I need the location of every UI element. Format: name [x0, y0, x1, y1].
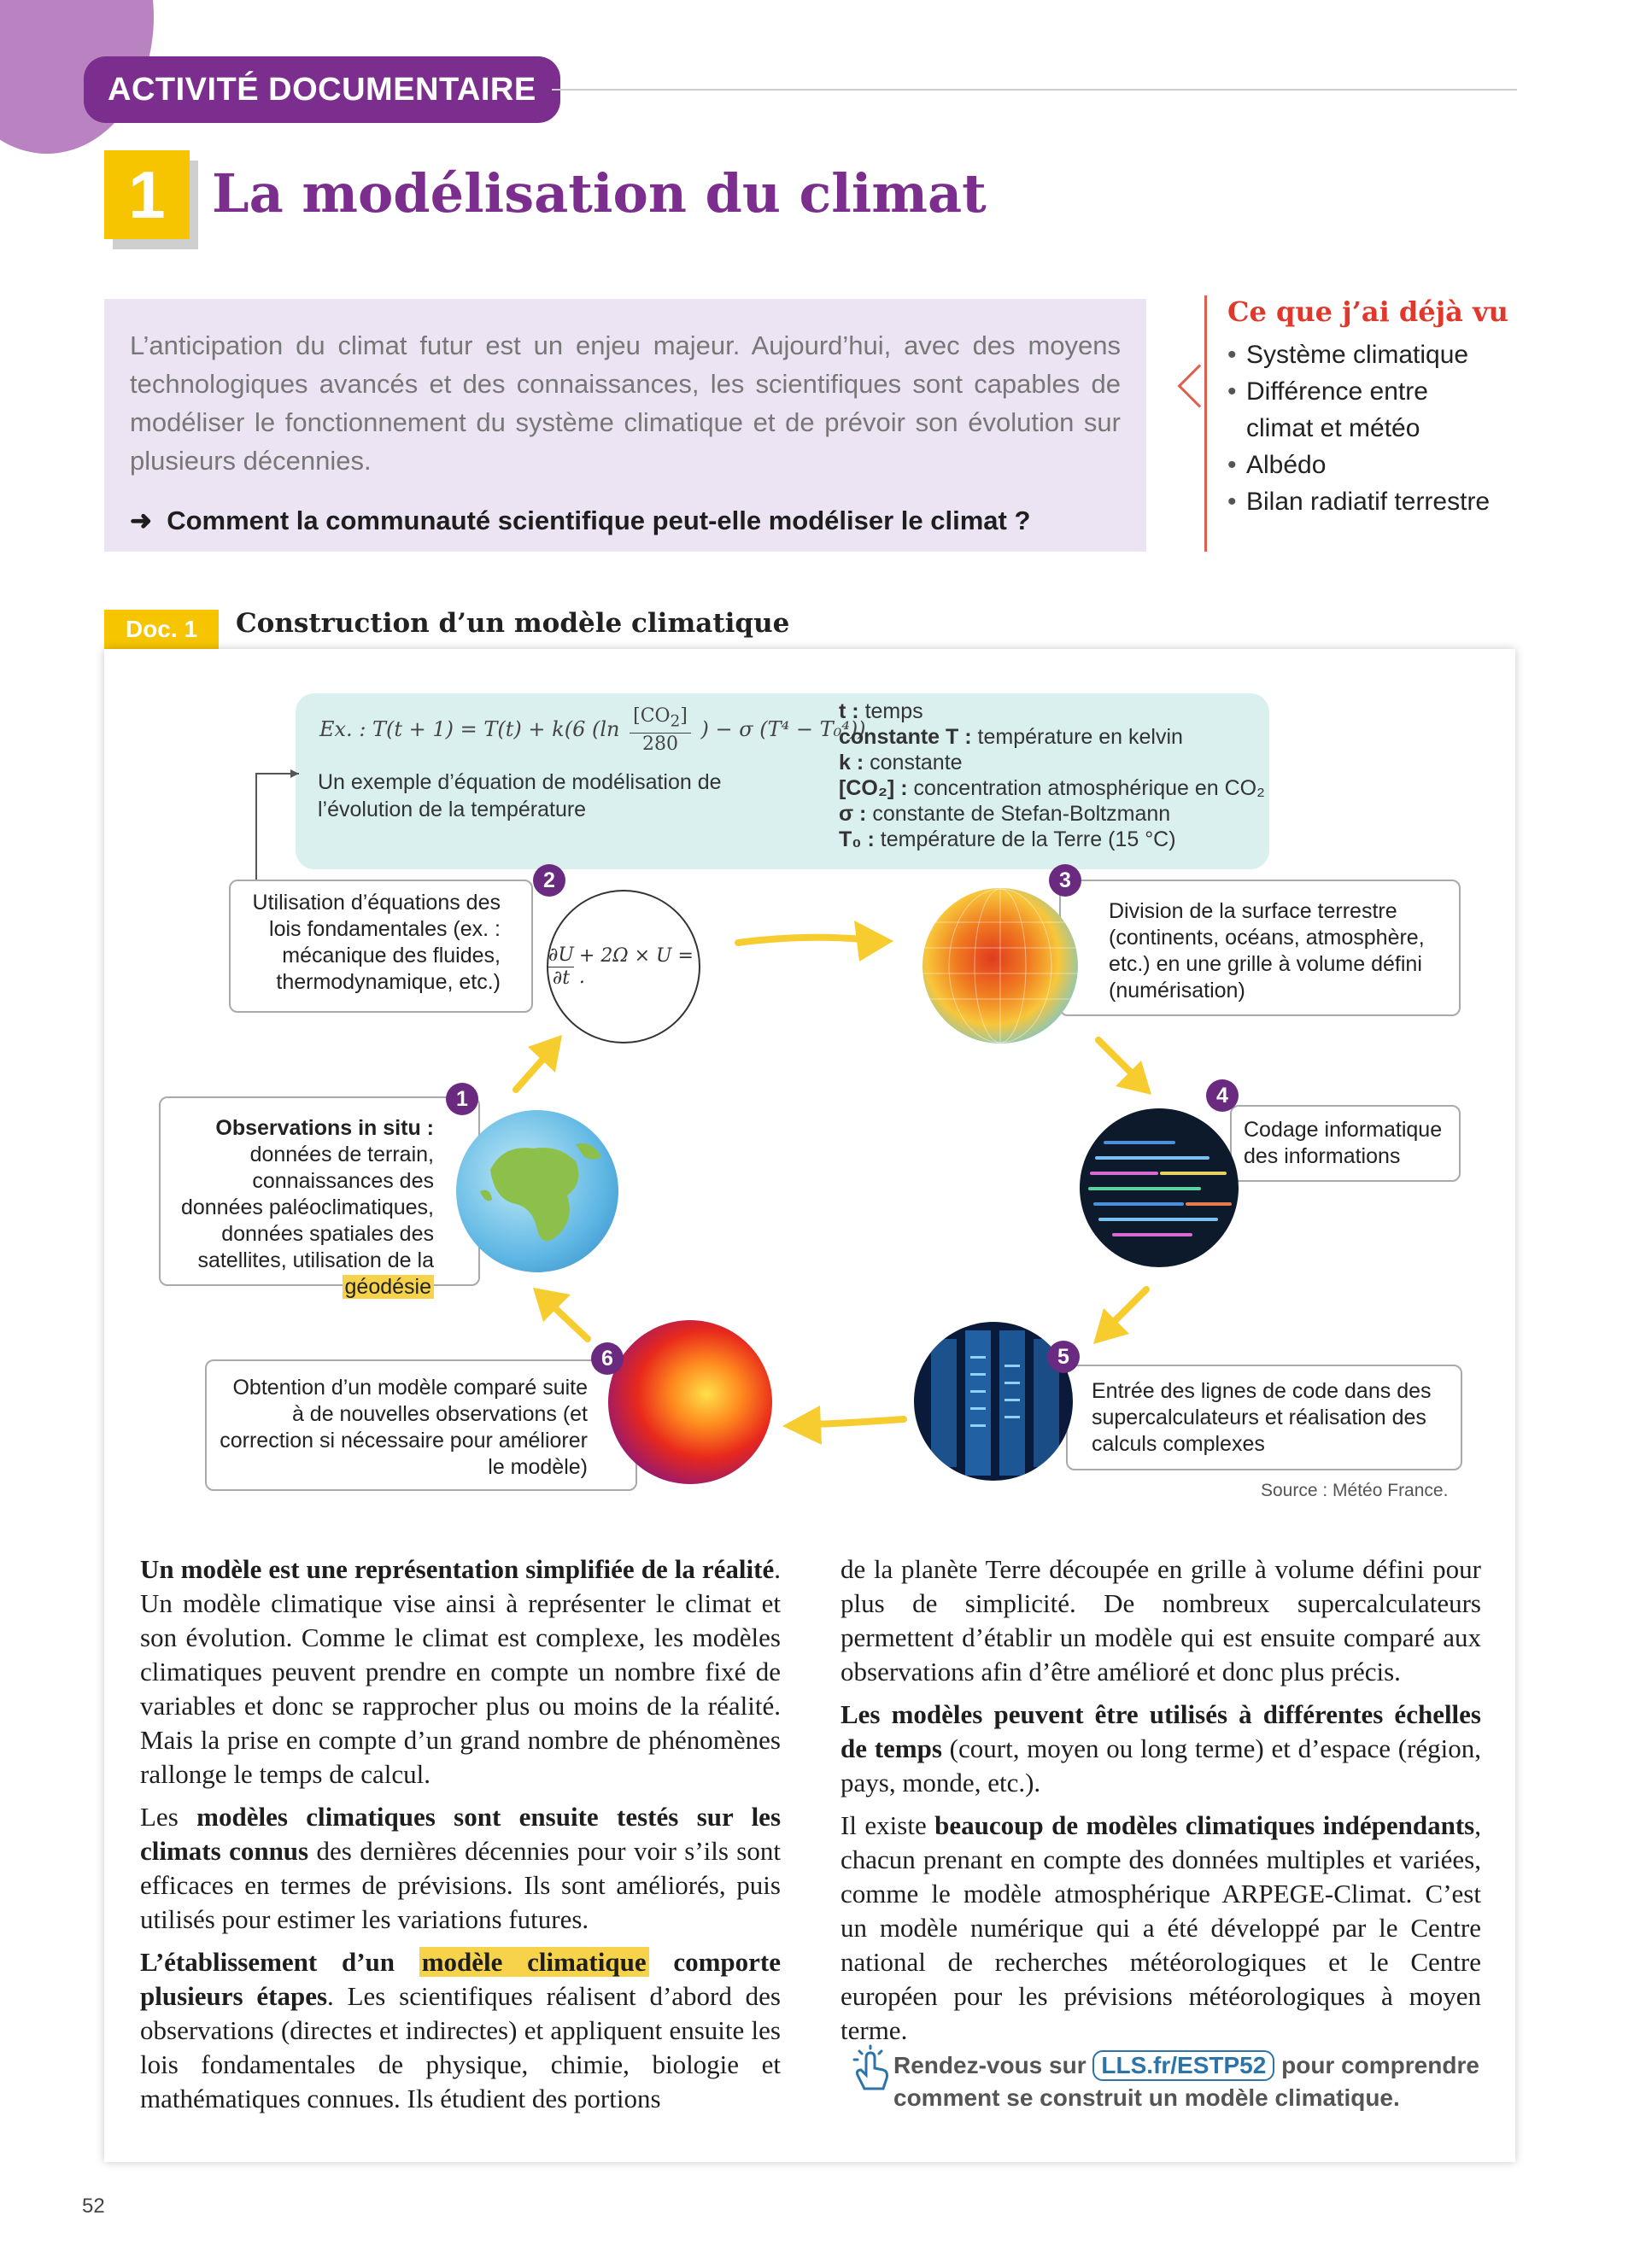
highlight-term: modèle climatique: [419, 1947, 649, 1977]
equation-numerator: $[CO_2]$: [630, 705, 691, 734]
equation-circle: ∂U ∂t + 2Ω × U = .: [547, 890, 700, 1043]
doc-title: Construction d’un modèle climatique: [236, 608, 790, 639]
equation-suffix: ) − σ (T⁴ − T₀⁴)): [700, 717, 866, 742]
arrow-down-right-icon: [1093, 1035, 1162, 1103]
page-title: La modélisation du climat: [212, 162, 987, 225]
equation-prefix: Ex. : T(t + 1) = T(t) + k(6 (ln: [319, 717, 620, 742]
paragraph: de la planète Terre découpée en grille à volume défini pour plus de simplicité. De nombreux supercalculateurs permettent d’établir un modèle qui est ensuite comparé aux observations afin d’être amélioré et donc plus précis.: [840, 1554, 1481, 1686]
continents-icon: [456, 1110, 618, 1272]
arrow-right-icon: [735, 914, 897, 965]
body-left-column: [140, 1552, 781, 2125]
highlight-term: géodésie: [343, 1275, 434, 1299]
question-text: Comment la communauté scientifique peut-elle modéliser le climat ?: [167, 506, 1031, 535]
paragraph: Les modèles peuvent être utilisés à différentes échelles de temps (court, moyen ou long terme) et d’espace (région, pays, monde, etc.).: [840, 1699, 1481, 1797]
step-4-box: Codage informatique des informations: [1230, 1105, 1461, 1182]
earth-globe-image: [456, 1110, 618, 1272]
connector-line: [248, 769, 308, 884]
step-badge-1: 1: [446, 1083, 478, 1115]
step-3-box: Division de la surface terrestre (continents, océans, atmosphère, etc.) en une grille à volume défini (numérisation): [1059, 880, 1461, 1016]
prior-item: • Système climatique: [1227, 336, 1529, 373]
step-badge-4: 4: [1206, 1079, 1239, 1112]
step-badge-5: 5: [1047, 1341, 1080, 1373]
equation-formula: [319, 705, 866, 756]
section-tag: ACTIVITÉ DOCUMENTAIRE: [84, 56, 560, 123]
grid-globe-image: [922, 888, 1078, 1043]
equation-caption: Un exemple d’équation de modélisation de l’évolution de la température: [318, 770, 722, 821]
web-link[interactable]: LLS.fr/ESTP52: [1092, 2050, 1274, 2081]
page-number: 52: [82, 2195, 105, 2218]
prior-item: • Albédo: [1227, 447, 1529, 483]
step-6-box: Obtention d’un modèle comparé suite à de nouvelles observations (et correction si nécessaire pour améliorer le modèle): [205, 1359, 637, 1491]
legend-row: constante T : température en kelvin: [839, 725, 1183, 749]
paragraph: Un modèle est une représentation simplifiée de la réalité. Un modèle climatique vise ainsi à représenter le climat et son évolution. Comme le climat est complexe, les modèles climatiques peuvent prendre en compte un nombre fixé de variables et donc se rapprocher plus ou moins de la réalité. Mais la prise en compte d’un grand nombre de phénomènes rallonge le temps de calcul.: [140, 1554, 781, 1789]
web-tip: [844, 2049, 1493, 2114]
activity-number: 1: [104, 150, 190, 239]
arrow-up-left-icon: [528, 1281, 596, 1349]
equation-denominator: 280: [641, 734, 678, 756]
prior-knowledge-title: Ce que j’ai déjà vu: [1227, 295, 1508, 328]
tip-text: Rendez-vous sur LLS.fr/ESTP52 pour comprendre comment se construit un modèle climatique.: [893, 2052, 1479, 2111]
paragraph: L’établissement d’un modèle climatique comporte plusieurs étapes. Les scientifiques réalisent d’abord des observations (directes et indirectes) et appliquent ensuite les lois fondamentales de physique, chimie, biologie et mathématiques connues. Ils étudient des portions: [140, 1947, 782, 2113]
code-screen-image: [1080, 1108, 1239, 1267]
intro-text: L’anticipation du climat futur est un enjeu majeur. Aujourd’hui, avec des moyens technologiques avancés et des connaissances, les scientifiques sont capables de modéliser le fonctionnement du système climatique et de prévoir son évolution sur plusieurs décennies.: [130, 330, 1121, 476]
arrow-icon: ➜: [130, 506, 152, 535]
step-badge-3: 3: [1049, 864, 1081, 897]
body-right-column: [840, 1552, 1481, 2056]
intro-box: [104, 299, 1146, 552]
legend-row: σ : constante de Stefan-Boltzmann: [839, 802, 1171, 826]
legend-row: [CO₂] : concentration atmosphérique en CO₂: [839, 776, 1265, 800]
arrow-down-left-icon: [1085, 1283, 1153, 1351]
prior-knowledge: [1204, 295, 1529, 552]
code-lines-icon: [1080, 1108, 1239, 1267]
step-2-box: Utilisation d’équations des lois fondamentales (ex. : mécanique des fluides, thermodynamique, etc.): [229, 880, 533, 1013]
legend-row: t : temps: [839, 699, 923, 723]
grid-lines-icon: [922, 888, 1078, 1043]
arrow-up-right-icon: [509, 1028, 577, 1096]
equation-legend: [839, 699, 1283, 852]
header-rule: [552, 89, 1517, 91]
step-5-box: Entrée des lignes de code dans des supercalculateurs et réalisation des calculs complexes: [1066, 1365, 1462, 1470]
climate-map-image: [608, 1320, 772, 1484]
prior-item: • Différence entre climat et météo: [1227, 373, 1441, 447]
supercomputer-image: [914, 1322, 1073, 1481]
doc-tag: Doc. 1: [104, 610, 219, 649]
step-badge-6: 6: [591, 1342, 624, 1375]
step-badge-2: 2: [533, 864, 565, 897]
arrow-left-icon: [779, 1395, 907, 1447]
pointer-hand-icon: [844, 2044, 892, 2096]
server-racks-icon: [914, 1322, 1073, 1481]
paragraph: Les modèles climatiques sont ensuite testés sur les climats connus des dernières décennies pour voir s’ils sont efficaces en termes de prévisions. Ils sont améliorés, puis utilisés pour estimer les variations futures.: [140, 1802, 782, 1934]
step-1-box: Observations in situ : données de terrain, connaissances des données paléoclimatiques, données spatiales des satellites, utilisation de la géodésie: [159, 1096, 480, 1286]
legend-row: T₀ : température de la Terre (15 °C): [839, 827, 1176, 851]
source-credit: Source : Météo France.: [1261, 1481, 1449, 1500]
paragraph: Il existe beaucoup de modèles climatiques indépendants, chacun prenant en compte des données multiples et variées, comme le modèle atmosphérique ARPEGE-Climat. C’est un modèle numérique qui a été développé par le Centre national de recherches météorologiques et le Centre européen pour les prévisions météorologiques à moyen terme.: [840, 1810, 1481, 2045]
intro-question: [130, 506, 1121, 536]
legend-row: k : constante: [839, 751, 963, 775]
prior-item: • Bilan radiatif terrestre: [1227, 483, 1529, 520]
